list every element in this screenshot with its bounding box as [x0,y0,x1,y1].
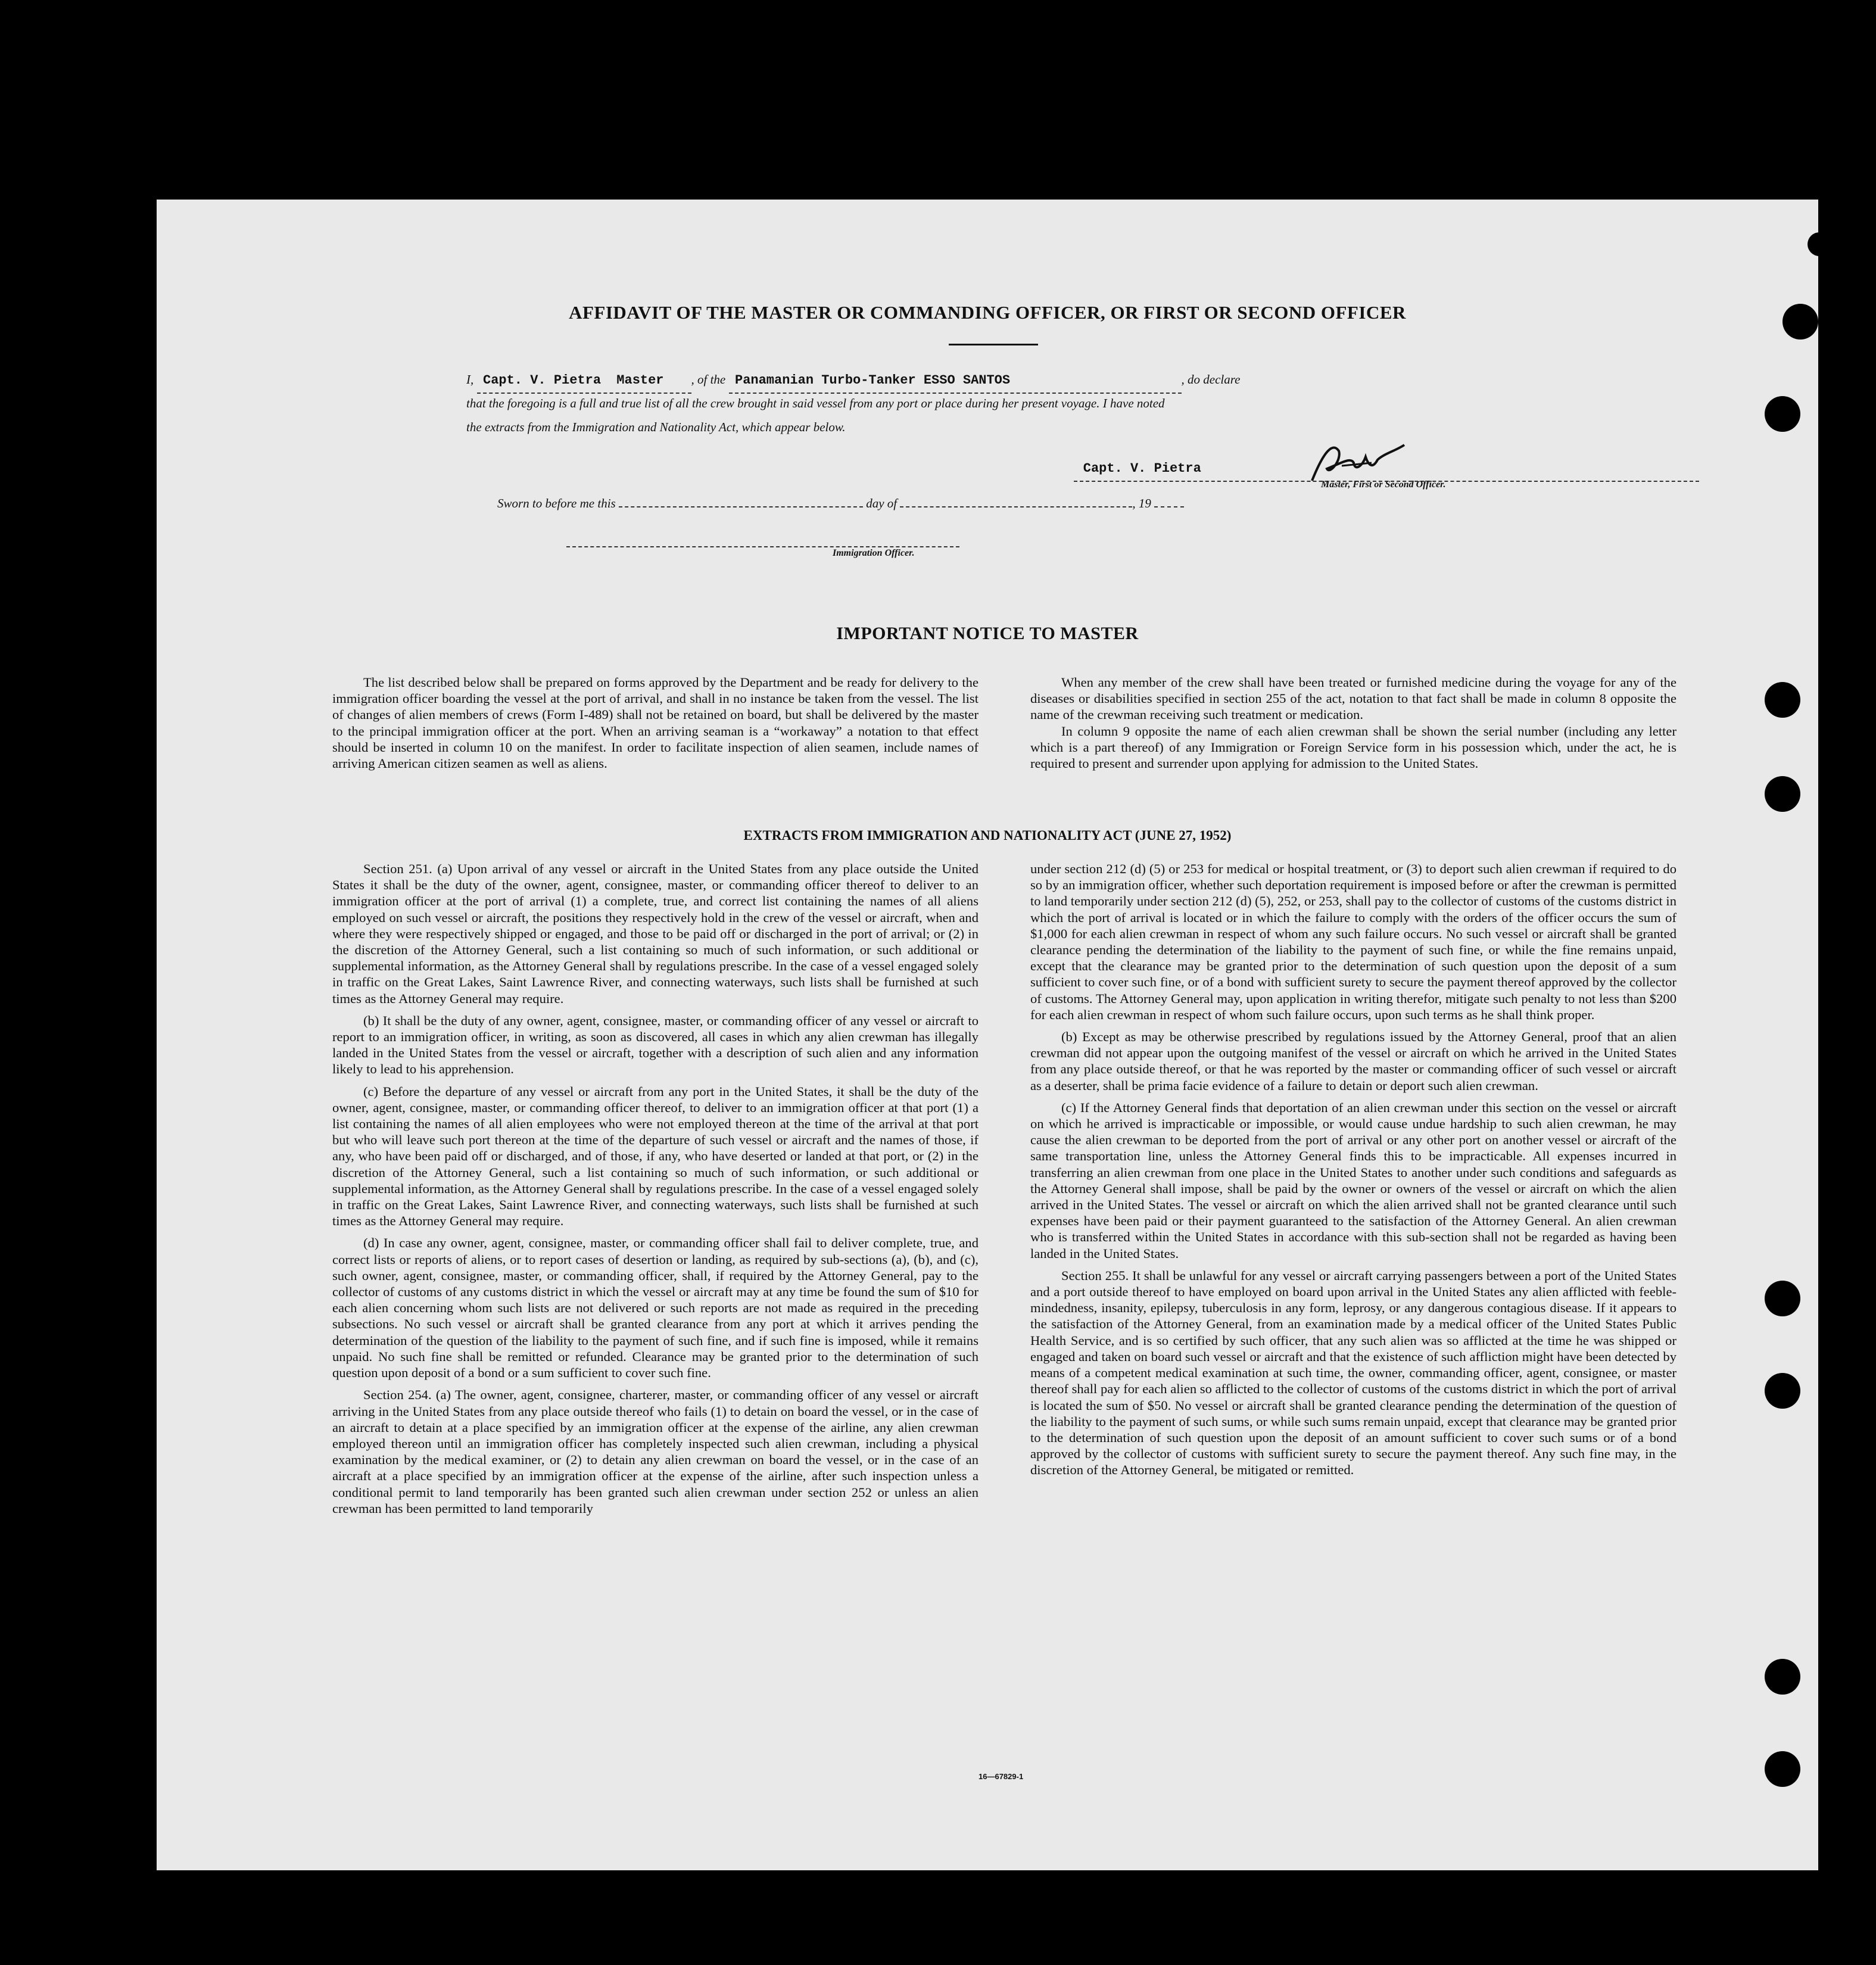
notice-paragraph: When any member of the crew shall have been treated or furnished medicine during the voyage for any of the diseases or disabilities specified in section 255 of the act, notation to that fact shall be made in column 8 opposite the name of the crewman receiving such treatment or medication. [1030,675,1676,723]
sworn-prefix: Sworn to before me this [497,496,616,510]
vessel-field[interactable] [729,368,1182,394]
declaration-line-2: that the foregoing is a full and true list of all the crew brought in said vessel from any port or place during her present voyage. I have noted [466,396,1165,410]
act-section-paragraph: Section 255. It shall be unlawful for any vessel or aircraft carrying passengers between a port of the United States and a port outside thereof to have employed on board upon arrival in the United States any alien afflicted with feeble-mindedness, insanity, epilepsy, tuberculosis in any form, leprosy, or any dangerous contagious disease. If it appears to the satisfaction of the Attorney General, from an examination made by a medical officer of the United States Public Health Service, and is so certified by such officer, that any such alien was so afflicted at the time he was shipped or engaged and taken on board such vessel or aircraft and that the existence of such affliction might have been detected by means of a competent medical examination at such time, the owner, commanding officer, agent, consignee, or master thereof shall pay for each alien so afflicted to the collector of customs of the customs district in which the port of arrival is located the sum of $50. No vessel or aircraft shall be granted clearance pending the determination of the question of the liability to the payment of such sums, or while such sums remain unpaid, except that clearance may be granted prior to the determination of such question upon the deposit of an amount sufficient to cover such sums or of a bond approved by the collector of customs with sufficient surety to secure the payment thereof. Any such fine may, in the discretion of the Attorney General, be mitigated or remitted. [1030,1268,1676,1478]
of-the: , of the [691,372,726,387]
notice-paragraph: The list described below shall be prepared on forms approved by the Department and be ready for delivery to the immigration officer boarding the vessel at the port of arrival, and shall in no instance be taken from the vessel. The list of changes of alien members of crews (Form I-489) shall not be retained on board, but shall be delivered by the master to the principal immigration officer at the port. When an arriving seaman is a “workaway” a notation to that effect should be inserted in column 10 on the manifest. In order to facilitate inspection of alien seamen, include names of arriving American citizen seamen as well as aliens. [332,675,978,771]
title-rule [949,344,1038,345]
immigration-officer-label: Immigration Officer. [833,548,915,558]
declaration-line-3: the extracts from the Immigration and Nationality Act, which appear below. [466,420,846,434]
affidavit-title: AFFIDAVIT OF THE MASTER OR COMMANDING OFFICER, OR FIRST OR SECOND OFFICER [569,302,1406,323]
extracts-left-column [332,861,978,1516]
act-section-paragraph: (d) In case any owner, agent, consignee, master, or commanding officer shall fail to deliver complete, true, and correct lists or reports of aliens, or to report cases of desertion or landing, as required by sub-sections (a), (b), and (c), such owner, agent, consignee, master, or commanding officer, shall, if required by the Attorney General, pay to the collector of customs of any customs district in which the vessel or aircraft may at any time be found the sum of $10 for each alien concerning whom such lists are not delivered or such reports are not made as required in the preceding subsections. No such vessel or aircraft shall be granted clearance from any port at which it arrives pending the determination of the question of the liability to the payment of such fine, and if such fine is imposed, while it remains unpaid. No such fine shall be remitted or refunded. Clearance may be granted prior to the determination of such question upon deposit of a bond or a sum sufficient to cover such fine. [332,1235,978,1381]
signature-label: Master, First or Second Officer. [1321,479,1446,490]
punch-hole [1765,776,1800,812]
name-field[interactable] [477,368,691,394]
immigration-officer-signature-field[interactable] [566,540,959,547]
day-of: day of [866,496,898,510]
rank-value: Master [616,373,664,388]
vessel-value: Panamanian Turbo-Tanker ESSO SANTOS [735,373,1011,388]
declaration-line-1 [466,368,1687,394]
act-section-paragraph: (c) If the Attorney General finds that deportation of an alien crewman under this section on the vessel or aircraft on which he arrived is impracticable or impossible, or would cause undue hardship to such alien crewman, he may cause the alien crewman to be deported from the port of arrival or any other port on another vessel or aircraft of the same transportation line, unless the Attorney General finds this to be impracticable. All expenses incurred in transferring an alien crewman from one place in the United States to another under such conditions and safeguards as the Attorney General shall impose, shall be paid by the owner or owners of the vessel or aircraft on which the alien arrived in the United States. The vessel or aircraft on which the alien arrived shall not be granted clearance until such expenses have been paid or their payment guaranteed to the satisfaction of the Attorney General. An alien crewman who is transferred within the United States in accordance with this sub-section shall not be regarded as having been landed in the United States. [1030,1100,1676,1261]
i-prefix: I, [466,372,474,387]
extracts-title: EXTRACTS FROM IMMIGRATION AND NATIONALITY ACT (JUNE 27, 1952) [743,828,1232,843]
punch-hole [1765,1281,1800,1316]
act-section-paragraph: Section 254. (a) The owner, agent, consignee, charterer, master, or commanding officer of any vessel or aircraft arriving in the United States from any place outside thereof who fails (1) to detain on board the vessel, or in the case of an aircraft to detain at a place specified by an immigration officer at the expense of the airline, any alien crewman employed thereon until an immigration officer has completely inspected such alien crewman, including a physical examination by the medical examiner, or (2) to detain any alien crewman on board the vessel, or in the case of an aircraft at a place specified by an immigration officer at the expense of the airline, after such inspection unless a conditional permit to land temporarily has been granted such alien crewman under section 252 or unless an alien crewman has been permitted to land temporarily [332,1387,978,1516]
act-section-paragraph: (c) Before the departure of any vessel or aircraft from any port in the United States, it shall be the duty of the owner, agent, consignee, master, or commanding officer thereof, to deliver to an immigration officer at that port (1) a list containing the names of all alien employees who were not employed thereon at the time of the arrival at that port but who will leave such port thereon at the time of the departure of such vessel or aircraft and the names of those, if any, who have been paid off or discharged, and of those, if any, who have deserted or landed at that port, or (2) in the discretion of the Attorney General, such a list containing so much of such information, or such additional or supplemental information, as the Attorney General shall by regulations prescribe. In the case of a vessel engaged solely in traffic on the Great Lakes, Saint Lawrence River, and connecting waterways, such lists shall be furnished at such times as the Attorney General may require. [332,1083,978,1229]
year-prefix: , 19 [1132,496,1151,510]
notice-right-column [1030,674,1676,771]
form-page [157,200,1818,1870]
punch-hole [1808,232,1831,256]
notice-title: IMPORTANT NOTICE TO MASTER [836,624,1139,643]
notice-paragraph: In column 9 opposite the name of each alien crewman shall be shown the serial number (including any letter which is a part thereof) of any Immigration or Foreign Service form in his possession which, under the act, he is required to present and surrender upon applying for admission to the United States. [1030,723,1676,771]
act-section-paragraph: (b) It shall be the duty of any owner, agent, consignee, master, or commanding officer of any vessel or aircraft to report to an immigration officer, in writing, as soon as discovered, all cases in which any alien crewman has illegally landed in the United States from the vessel or aircraft, together with a description of such alien and any information likely to lead to his apprehension. [332,1013,978,1077]
act-section-paragraph: under section 212 (d) (5) or 253 for medical or hospital treatment, or (3) to deport such alien crewman if required to do so by an immigration officer, whether such deportation requirement is imposed before or after the crewman is permitted to land temporarily under section 212 (d) (5), 252, or 253, shall pay to the collector of customs of the customs district in which the port of arrival is located or in which the failure to comply with the orders of the officer occurs the sum of $1,000 for each alien crewman in respect of whom any such failure occurs. No such vessel or aircraft shall be granted clearance pending the determination of the liability to the payment of such fine, or while the fine remains unpaid, except that the clearance may be granted prior to the determination of such question upon the deposit of a sum sufficient to cover such fine, or of a bond with sufficient surety to secure the payment thereof approved by the collector of customs. The Attorney General may, upon application in writing therefor, mitigate such penalty to not less than $200 for each alien crewman in respect of whom such failure occurs, upon such terms as he shall think proper. [1030,861,1676,1022]
name-value: Capt. V. Pietra [483,373,602,388]
notice-left-column [332,674,978,771]
form-number: 16—67829-1 [978,1772,1024,1781]
signature-typed-name: Capt. V. Pietra [1083,461,1201,476]
punch-hole [1765,1751,1800,1787]
act-section-paragraph: (b) Except as may be otherwise prescribed by regulations issued by the Attorney General, proof that an alien crewman did not appear upon the outgoing manifest of the vessel or aircraft on which he arrived in the United States from any place outside thereof, or that he was reported by the master or commanding officer of such vessel or aircraft as a deserter, shall be prima facie evidence of a failure to detain or deport such alien crewman. [1030,1029,1676,1093]
extracts-right-column [1030,861,1676,1478]
sworn-year-field[interactable] [1154,506,1184,507]
sworn-month-field[interactable] [900,506,1132,507]
punch-hole [1765,1373,1800,1409]
punch-hole [1765,396,1800,432]
act-section-paragraph: Section 251. (a) Upon arrival of any vessel or aircraft in the United States from any place outside the United States it shall be the duty of the owner, agent, consignee, master, or commanding officer thereof to deliver to an immigration officer at the port of arrival (1) a complete, true, and correct list containing the names of all aliens employed on such vessel or aircraft, the positions they respectively hold in the crew of the vessel or aircraft, when and where they were respectively shipped or engaged, and those to be paid off or discharged in the port of arrival; or (2) in the discretion of the Attorney General, such a list containing so much of such information, or such additional or supplemental information, as the Attorney General shall by regulations prescribe. In the case of a vessel engaged solely in traffic on the Great Lakes, Saint Lawrence River, and connecting waterways, such lists shall be furnished at such times as the Attorney General may require. [332,861,978,1006]
punch-hole [1765,1659,1800,1695]
punch-hole [1765,682,1800,718]
sworn-line [497,491,1450,515]
sworn-date-field[interactable] [619,506,863,507]
do-declare: , do declare [1181,372,1241,387]
